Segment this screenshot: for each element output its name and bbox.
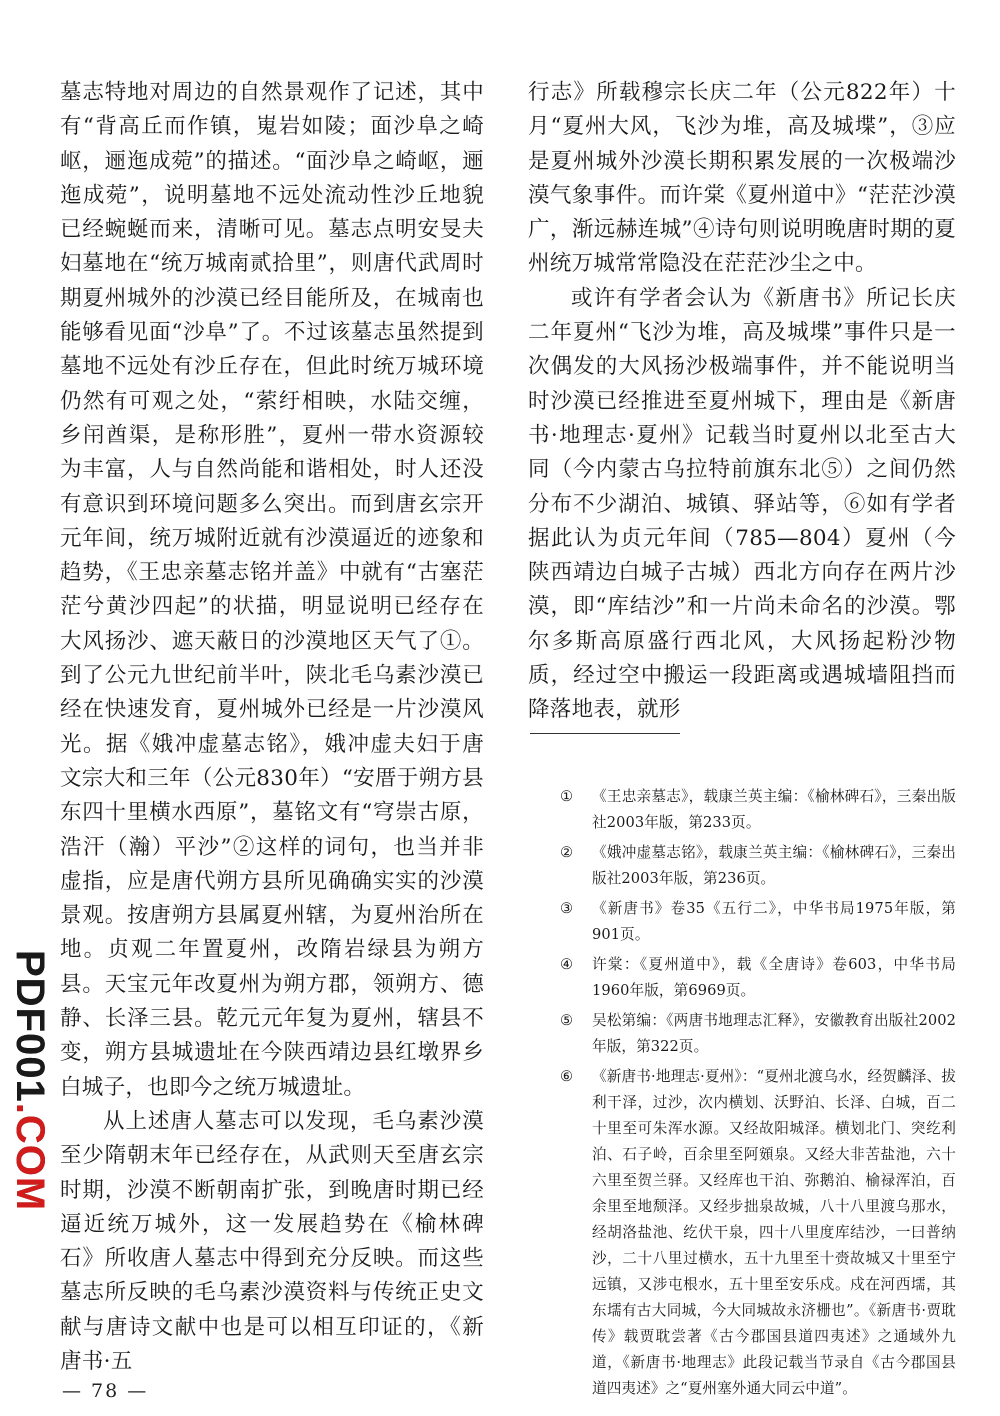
footnote-mark: ⑥ (560, 1068, 574, 1085)
footnote-text: 《娥冲虚墓志铭》，载康兰英主编：《榆林碑石》，三秦出版社2003年版，第236页。 (592, 844, 956, 887)
footnote-item (560, 840, 956, 892)
footnote-item (560, 784, 956, 836)
right-paragraph-1: 行志》所载穆宗长庆二年（公元822年）十月“夏州大风，飞沙为堆，高及城堞”，③应是夏州城外沙漠长期积累发展的一次极端沙漠气象事件。而许棠《夏州道中》“茫茫沙漠广，渐远赫连城”④诗句则说明晚唐时期的夏州统万城常常隐没在茫茫沙尘之中。 (528, 80, 956, 277)
footnote-mark: ① (560, 788, 574, 805)
footnote-item (560, 1008, 956, 1060)
watermark (8, 950, 52, 1212)
footnote-mark: ④ (560, 956, 574, 973)
footnotes (560, 784, 956, 1406)
left-paragraph-2: 从上述唐人墓志可以发现，毛乌素沙漠至少隋朝末年已经存在，从武则天至唐玄宗时期，沙漠不断朝南扩张，到晚唐时期已经逼近统万城外，这一发展趋势在《榆林碑石》所收唐人墓志中得到充分反映。而这些墓志所反映的毛乌素沙漠资料与传统正史文献与唐诗文献中也是可以相互印证的，《新唐书·五 (60, 1108, 484, 1374)
footnote-mark: ② (560, 844, 574, 861)
footnote-text: 《新唐书·地理志·夏州》：“夏州北渡乌水，经贺麟泽、拔利干泽，过沙，次内横划、沃野泊、长泽、白城，百二十里至可朱浑水源。又经故阳城泽。横划北门、突纥利泊、石子岭，百余里至阿頞泉。又经大非苦盐池，六十六里至贺兰驿。又经库也干泊、弥鹅泊、榆禄浑泊，百余里至地颓泽。又经步拙泉故城，八十八里渡乌那水，经胡洛盐池、纥伏干泉，四十八里度库结沙，一曰普纳沙，二十八里过横水，五十九里至十赍故城又十里至宁远镇，又涉屯根水，五十里至安乐戍。戍在河西壖，其东壖有古大同城，今大同城故永济栅也”。《新唐书·贾耽传》载贾耽尝著《古今郡国县道四夷述》之通域外九道，《新唐书·地理志》此段记载当节录自《古今郡国县道四夷述》之“夏州塞外通大同云中道”。 (592, 1068, 956, 1397)
footnote-divider (530, 733, 680, 734)
footnote-item (560, 1064, 956, 1402)
watermark-part-1: PDF001 (8, 950, 52, 1103)
footnote-text: 《王忠亲墓志》，载康兰英主编：《榆林碑石》，三秦出版社2003年版，第233页。 (592, 788, 956, 831)
page-number: — 78 — (62, 1380, 149, 1402)
left-paragraph-1: 墓志特地对周边的自然景观作了记述，其中有“背高丘而作镇，嵬岩如陵；面沙阜之崎岖，逦迤成菀”的描述。“面沙阜之崎岖，逦迤成菀”，说明墓地不远处流动性沙丘地貌已经蜿蜒而来，清晰可见。墓志点明安旻夫妇墓地在“统万城南贰拾里”，则唐代武周时期夏州城外的沙漠已经目能所及，在城南也能够看见面“沙阜”了。不过该墓志虽然提到墓地不远处有沙丘存在，但此时统万城环境仍然有可观之处，“萦纡相映，水陆交缠，乡闬酋渠，是称形胜”，夏州一带水资源较为丰富，人与自然尚能和谐相处，时人还没有意识到环境问题多么突出。而到唐玄宗开元年间，统万城附近就有沙漠逼近的迹象和趋势，《王忠亲墓志铭并盖》中就有“古塞茫茫兮黄沙四起”的状描，明显说明已经存在大风扬沙、遮天蔽日的沙漠地区天气了①。到了公元九世纪前半叶，陕北毛乌素沙漠已经在快速发育，夏州城外已经是一片沙漠风光。据《娥冲虚墓志铭》，娥冲虚夫妇于唐文宗大和三年（公元830年）“安厝于朔方县东四十里横水西原”，墓铭文有“穹崇古原，浩汗（瀚）平沙”②这样的词句，也当并非虚指，应是唐代朔方县所见确确实实的沙漠景观。按唐朔方县属夏州辖，为夏州治所在地。贞观二年置夏州，改隋岩绿县为朔方县。天宝元年改夏州为朔方郡，领朔方、德静、长泽三县。乾元元年复为夏州，辖县不变，朔方县城遗址在今陕西靖边县红墩界乡白城子，也即今之统万城遗址。 (60, 80, 484, 1100)
watermark-part-2: .COM (8, 1102, 52, 1212)
footnote-text: 吴松第编：《两唐书地理志汇释》，安徽教育出版社2002年版，第322页。 (592, 1012, 956, 1055)
footnote-item (560, 896, 956, 948)
left-column (60, 76, 484, 1379)
footnote-item (560, 952, 956, 1004)
right-paragraph-2: 或许有学者会认为《新唐书》所记长庆二年夏州“飞沙为堆，高及城堞”事件只是一次偶发的大风扬沙极端事件，并不能说明当时沙漠已经推进至夏州城下，理由是《新唐书·地理志·夏州》记载当时夏州以北至古大同（今内蒙古乌拉特前旗东北⑤）之间仍然分布不少湖泊、城镇、驿站等，⑥如有学者据此认为贞元年间（785—804）夏州（今陕西靖边白城子古城）西北方向存在两片沙漠，即“库结沙”和一片尚未命名的沙漠。鄂尔多斯高原盛行西北风，大风扬起粉沙物质，经过空中搬运一段距离或遇城墙阻挡而降落地表，就形 (528, 285, 956, 723)
footnote-mark: ⑤ (560, 1012, 574, 1029)
footnote-text: 许棠：《夏州道中》，载《全唐诗》卷603，中华书局1960年版，第6969页。 (592, 956, 956, 999)
footnote-mark: ③ (560, 900, 574, 917)
right-column (528, 76, 956, 728)
footnote-text: 《新唐书》卷35《五行二》，中华书局1975年版，第901页。 (592, 900, 956, 943)
